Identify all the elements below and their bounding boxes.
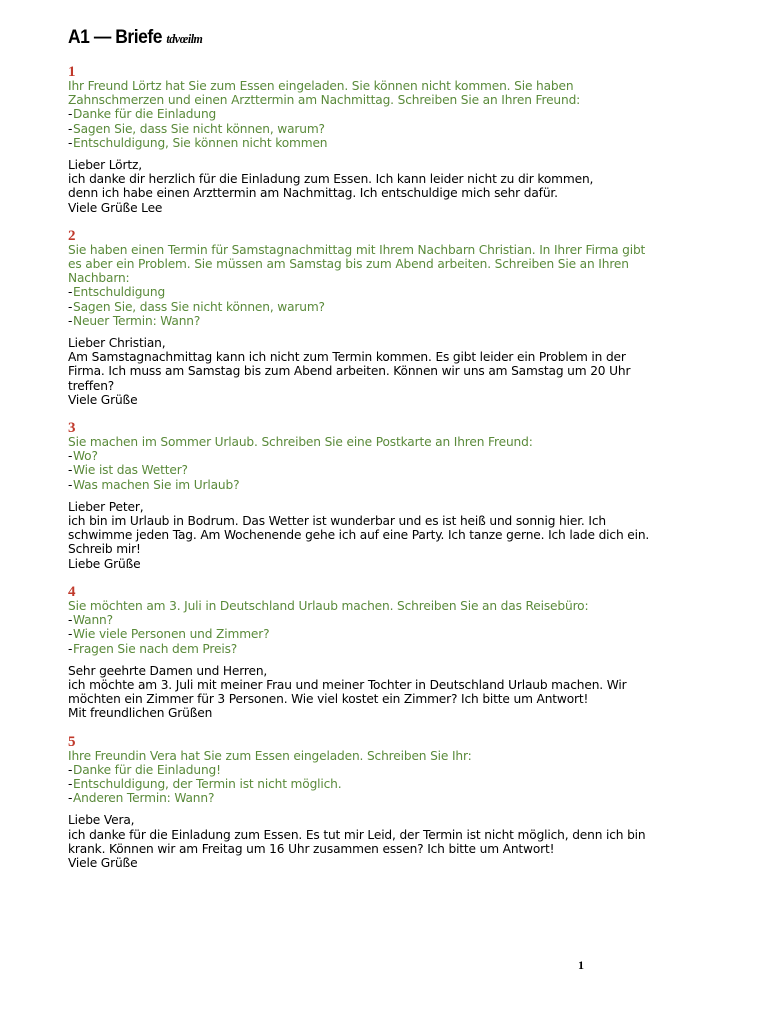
task-bullet: [68, 285, 708, 299]
bullet-dash-icon: -: [68, 107, 73, 122]
document-page: [68, 27, 708, 884]
bullet-text: Fragen Sie nach dem Preis?: [73, 641, 238, 656]
bullet-dash-icon: -: [68, 791, 73, 806]
bullet-dash-icon: -: [68, 641, 73, 656]
answer-line: möchten ein Zimmer für 3 Personen. Wie viel kostet ein Zimmer? Ich bitte um Antwort!: [68, 692, 589, 707]
exercise-section: [68, 735, 708, 871]
answer-line: ich danke für die Einladung zum Essen. Es tut mir Leid, der Termin ist nicht möglich, denn ich bin: [68, 827, 646, 842]
answer-line: Viele Grüße: [68, 855, 138, 870]
exercise-section: [68, 65, 708, 215]
answer-line: Viele Grüße: [68, 392, 138, 407]
answer-line: Schreib mir!: [68, 542, 141, 557]
bullet-dash-icon: -: [68, 449, 73, 464]
exercise-section: [68, 421, 708, 571]
title-text: A1 — Briefe: [68, 27, 163, 48]
bullet-text: Anderen Termin: Wann?: [73, 791, 215, 806]
answer-line: Lieber Peter,: [68, 499, 144, 514]
title-suffix: tdvœilm: [166, 31, 203, 46]
task-line: Ihr Freund Lörtz hat Sie zum Essen eingeladen. Sie können nicht kommen. Sie haben: [68, 79, 574, 93]
answer-line: Liebe Grüße: [68, 556, 141, 571]
bullet-dash-icon: -: [68, 313, 73, 328]
task-instructions: [68, 435, 708, 492]
task-line: Sie haben einen Termin für Samstagnachmittag mit Ihrem Nachbarn Christian. In Ihrer Firma gibt: [68, 242, 646, 257]
answer-line: Sehr geehrte Damen und Herren,: [68, 663, 268, 678]
answer-line: treffen?: [68, 378, 115, 393]
task-instructions: [68, 749, 708, 806]
task-bullet: [68, 300, 708, 314]
answer-line: ich möchte am 3. Juli mit meiner Frau und meiner Tochter in Deutschland Urlaub machen. Wir: [68, 677, 627, 692]
bullet-text: Sagen Sie, dass Sie nicht können, warum?: [73, 121, 325, 136]
page-number: 1: [578, 958, 584, 972]
task-bullet: [68, 763, 708, 777]
answer-line: Lieber Christian,: [68, 336, 166, 351]
task-bullet-list: [68, 449, 708, 492]
task-bullet: [68, 136, 708, 150]
task-bullet: [68, 613, 708, 627]
task-bullet: [68, 449, 708, 463]
letter-answer: [68, 336, 708, 407]
task-bullet: [68, 463, 708, 477]
answer-line: Mit freundlichen Grüßen: [68, 706, 213, 721]
task-bullet-list: [68, 613, 708, 656]
bullet-text: Entschuldigung: [73, 285, 166, 300]
task-bullet-list: [68, 285, 708, 328]
bullet-text: Wie viele Personen und Zimmer?: [73, 627, 270, 642]
task-line: Zahnschmerzen und einen Arzttermin am Nachmittag. Schreiben Sie an Ihren Freund:: [68, 93, 581, 108]
task-bullet: [68, 627, 708, 641]
answer-line: Lieber Lörtz,: [68, 158, 142, 173]
task-instructions: [68, 79, 708, 150]
answer-line: Viele Grüße Lee: [68, 200, 163, 215]
answer-line: Am Samstagnachmittag kann ich nicht zum Termin kommen. Es gibt leider ein Problem in der: [68, 350, 626, 365]
letter-exercises: [68, 65, 708, 870]
bullet-text: Neuer Termin: Wann?: [73, 313, 201, 328]
answer-line: krank. Können wir am Freitag um 16 Uhr zusammen essen? Ich bitte um Antwort!: [68, 841, 555, 856]
task-bullet: [68, 314, 708, 328]
bullet-dash-icon: -: [68, 477, 73, 492]
bullet-text: Danke für die Einladung!: [73, 762, 221, 777]
letter-answer: [68, 500, 708, 571]
answer-line: Firma. Ich muss am Samstag bis zum Abend arbeiten. Können wir uns am Samstag um 20 Uhr: [68, 364, 631, 379]
exercise-number: 3: [68, 420, 76, 437]
task-line: es aber ein Problem. Sie müssen am Samstag bis zum Abend arbeiten. Schreiben Sie an Ihren: [68, 257, 629, 272]
exercise-number: 1: [68, 64, 76, 80]
bullet-dash-icon: -: [68, 463, 73, 478]
bullet-text: Wann?: [73, 613, 113, 628]
bullet-text: Entschuldigung, Sie können nicht kommen: [73, 135, 328, 150]
bullet-dash-icon: -: [68, 135, 73, 150]
bullet-dash-icon: -: [68, 299, 73, 314]
task-bullet: [68, 478, 708, 492]
letter-answer: [68, 158, 708, 215]
exercise-number: 4: [68, 583, 76, 600]
bullet-text: Wo?: [73, 449, 98, 464]
answer-line: ich danke dir herzlich für die Einladung zum Essen. Ich kann leider nicht zu dir kommen,: [68, 172, 594, 187]
exercise-section: [68, 229, 708, 407]
task-bullet: [68, 777, 708, 791]
task-line: Sie möchten am 3. Juli in Deutschland Urlaub machen. Schreiben Sie an das Reisebüro:: [68, 598, 589, 613]
bullet-dash-icon: -: [68, 762, 73, 777]
task-line: Ihre Freundin Vera hat Sie zum Essen eingeladen. Schreiben Sie Ihr:: [68, 748, 472, 763]
bullet-dash-icon: -: [68, 121, 73, 136]
exercise-number: 5: [68, 733, 76, 750]
bullet-text: Sagen Sie, dass Sie nicht können, warum?: [73, 299, 325, 314]
bullet-dash-icon: -: [68, 613, 73, 628]
task-bullet: [68, 122, 708, 136]
answer-line: Liebe Vera,: [68, 813, 135, 828]
task-bullet-list: [68, 763, 708, 806]
document-title: [68, 27, 657, 50]
bullet-text: Entschuldigung, der Termin ist nicht möglich.: [73, 776, 342, 791]
bullet-text: Wie ist das Wetter?: [73, 463, 188, 478]
bullet-dash-icon: -: [68, 776, 73, 791]
letter-answer: [68, 664, 708, 721]
bullet-text: Danke für die Einladung: [73, 107, 217, 122]
task-bullet: [68, 791, 708, 805]
task-bullet-list: [68, 107, 708, 150]
bullet-dash-icon: -: [68, 627, 73, 642]
answer-line: schwimme jeden Tag. Am Wochenende gehe ich auf eine Party. Ich tanze gerne. Ich lade dich ein.: [68, 528, 650, 543]
bullet-dash-icon: -: [68, 285, 73, 300]
exercise-section: [68, 585, 708, 721]
answer-line: ich bin im Urlaub in Bodrum. Das Wetter ist wunderbar und es ist heiß und sonnig hier. Ich: [68, 514, 606, 529]
answer-line: denn ich habe einen Arzttermin am Nachmittag. Ich entschuldige mich sehr dafür.: [68, 186, 558, 201]
task-bullet: [68, 107, 708, 121]
task-instructions: [68, 243, 708, 328]
task-line: Sie machen im Sommer Urlaub. Schreiben Sie eine Postkarte an Ihren Freund:: [68, 435, 533, 450]
task-instructions: [68, 599, 708, 656]
task-line: Nachbarn:: [68, 271, 130, 286]
bullet-text: Was machen Sie im Urlaub?: [73, 477, 240, 492]
exercise-number: 2: [68, 227, 76, 244]
task-bullet: [68, 642, 708, 656]
letter-answer: [68, 813, 708, 870]
